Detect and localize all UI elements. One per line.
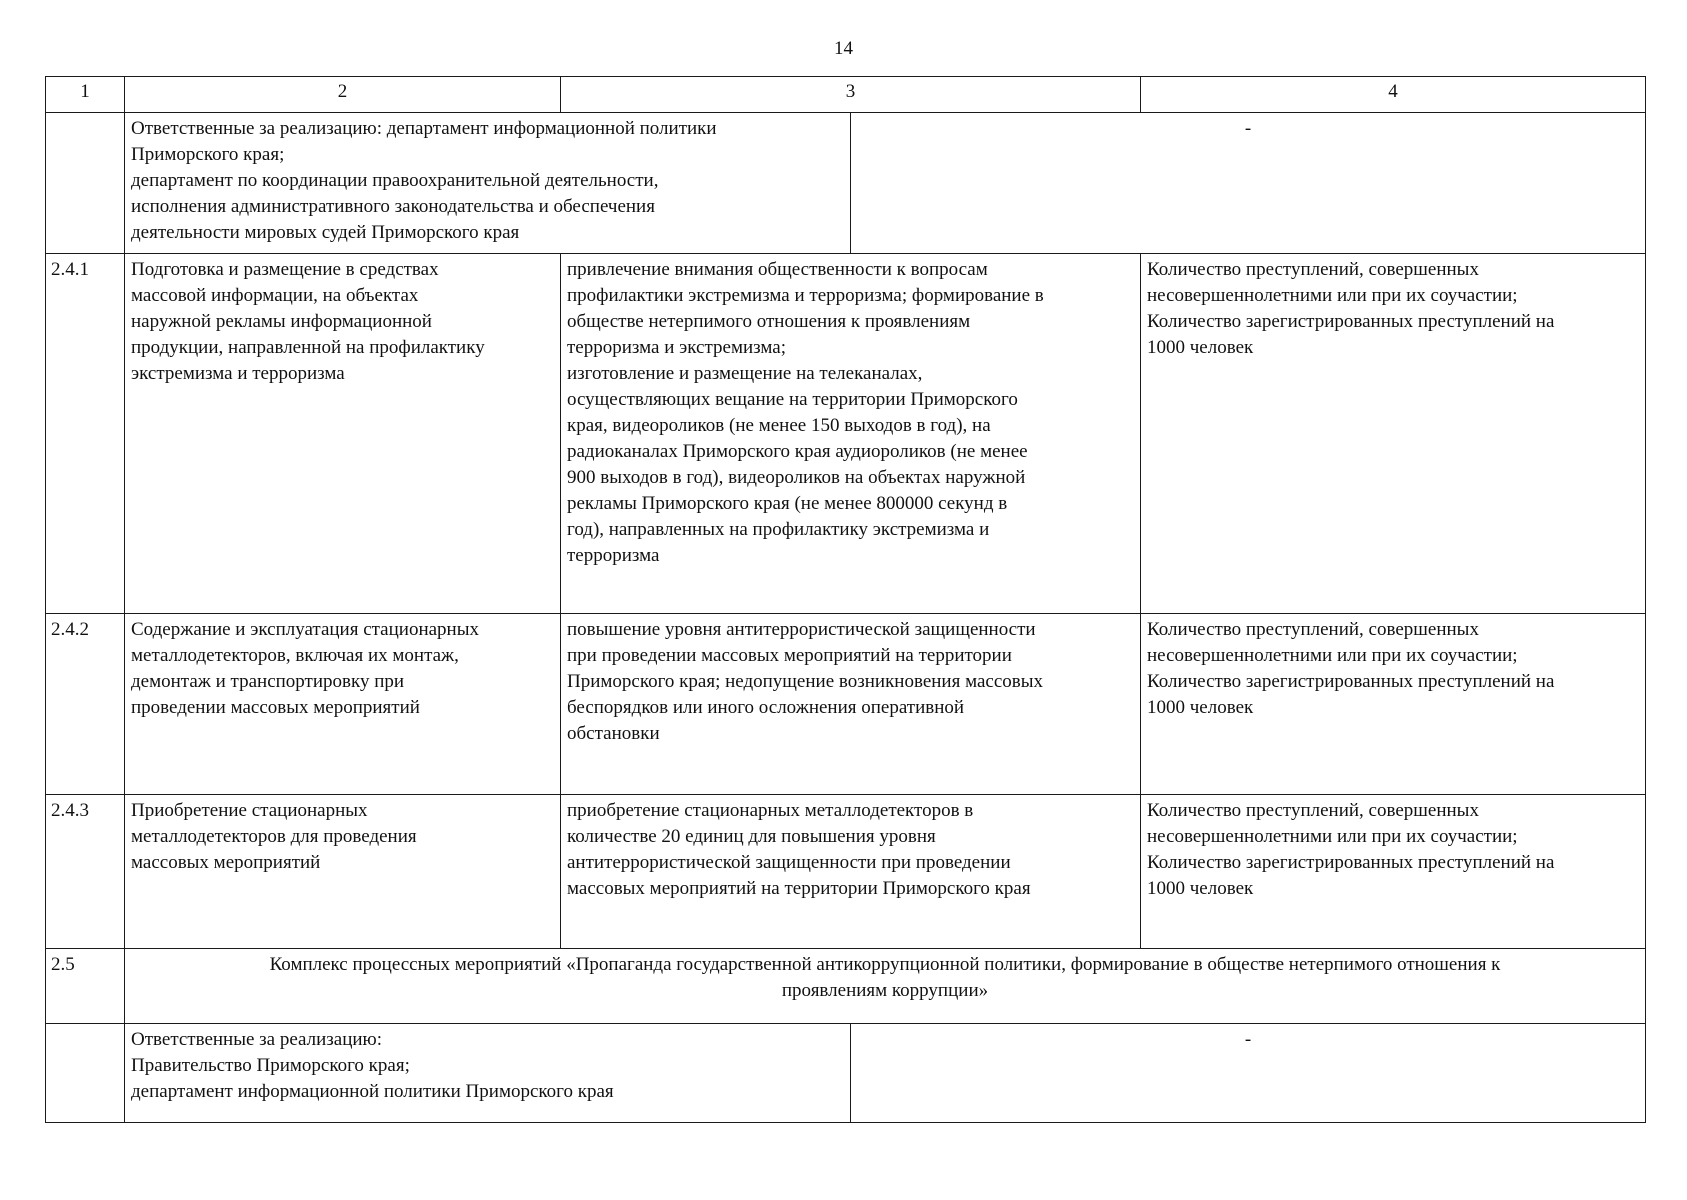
responsible-num-cell	[46, 1024, 125, 1123]
row-number: 2.4.1	[46, 254, 125, 614]
measures-table	[45, 76, 1646, 1123]
header-col-1: 1	[46, 77, 125, 113]
section-title: Комплекс процессных мероприятий «Пропаганда государственной антикоррупционной политики, формирование в обществе нетерпимого отношения к проявлениям коррупции»	[125, 949, 1646, 1024]
row-event: Приобретение стационарных металлодетекторов для проведения массовых мероприятий	[125, 795, 561, 949]
responsible-row	[46, 1024, 1646, 1123]
row-result: приобретение стационарных металлодетекторов в количестве 20 единиц для повышения уровня антитеррористической защищенности при проведении массовых мероприятий на территории Приморского края	[561, 795, 1141, 949]
row-indicator: Количество преступлений, совершенных несовершеннолетними или при их соучастии; Количество зарегистрированных преступлений на 1000 человек	[1141, 254, 1646, 614]
responsible-text: Ответственные за реализацию: департамент информационной политики Приморского края; департамент по координации правоохранительной деятельности, исполнения административного законодательства и обеспечения деятельности мировых судей Приморского края	[125, 113, 851, 254]
responsible-value: -	[851, 113, 1646, 254]
section-row	[46, 949, 1646, 1024]
responsible-num-cell	[46, 113, 125, 254]
responsible-text: Ответственные за реализацию: Правительство Приморского края; департамент информационной политики Приморского края	[125, 1024, 851, 1123]
responsible-row	[46, 113, 1646, 254]
row-result: привлечение внимания общественности к вопросам профилактики экстремизма и терроризма; формирование в обществе нетерпимого отношения к проявлениям терроризма и экстремизма; изготовление и размещение на телеканалах, осуществляющих вещание на территории Приморского края, видеороликов (не менее 150 выходов в год), на радиоканалах Приморского края аудиороликов (не менее 900 выходов в год), видеороликов на объектах наружной рекламы Приморского края (не менее 800000 секунд в год), направленных на профилактику экстремизма и терроризма	[561, 254, 1141, 614]
row-indicator: Количество преступлений, совершенных несовершеннолетними или при их соучастии; Количество зарегистрированных преступлений на 1000 человек	[1141, 614, 1646, 795]
table-row	[46, 795, 1646, 949]
row-indicator: Количество преступлений, совершенных несовершеннолетними или при их соучастии; Количество зарегистрированных преступлений на 1000 человек	[1141, 795, 1646, 949]
header-col-2: 2	[125, 77, 561, 113]
row-number: 2.4.3	[46, 795, 125, 949]
header-col-3: 3	[561, 77, 1141, 113]
table-header-row	[46, 77, 1646, 113]
page-number: 14	[834, 38, 853, 59]
row-result: повышение уровня антитеррористической защищенности при проведении массовых мероприятий на территории Приморского края; недопущение возникновения массовых беспорядков или иного осложнения оперативной обстановки	[561, 614, 1141, 795]
section-number: 2.5	[46, 949, 125, 1024]
responsible-value: -	[851, 1024, 1646, 1123]
row-event: Подготовка и размещение в средствах массовой информации, на объектах наружной рекламы информационной продукции, направленной на профилактику экстремизма и терроризма	[125, 254, 561, 614]
table-row	[46, 254, 1646, 614]
row-number: 2.4.2	[46, 614, 125, 795]
header-col-4: 4	[1141, 77, 1646, 113]
row-event: Содержание и эксплуатация стационарных металлодетекторов, включая их монтаж, демонтаж и транспортировку при проведении массовых мероприятий	[125, 614, 561, 795]
table-row	[46, 614, 1646, 795]
